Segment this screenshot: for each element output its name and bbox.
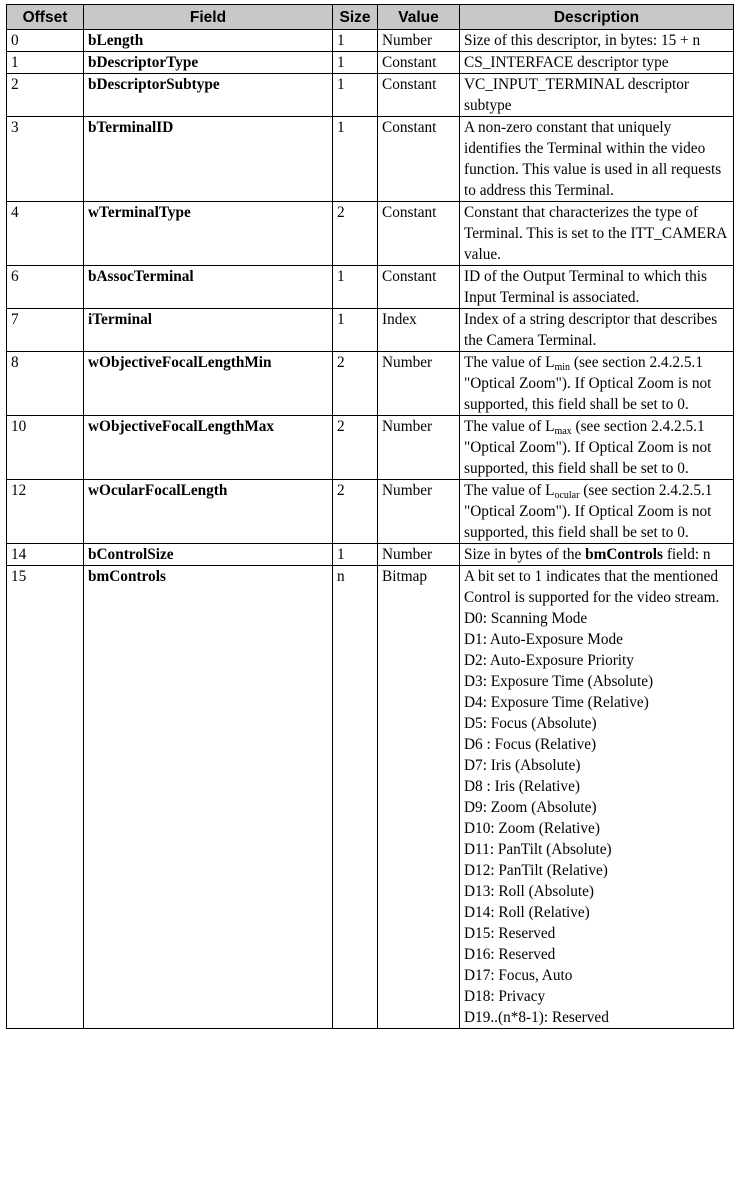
field-cell: wOcularFocalLength bbox=[84, 480, 333, 544]
size-cell: 2 bbox=[333, 202, 378, 266]
description-text: (see section 2.4.2.5.1 "Optical Zoom"). If Optical Zoom is not supported, this field shall be set to 0. bbox=[464, 354, 712, 413]
description-text: The value of L bbox=[464, 418, 555, 435]
field-cell: wObjectiveFocalLengthMax bbox=[84, 416, 333, 480]
value-cell: Number bbox=[378, 30, 460, 52]
value-cell: Bitmap bbox=[378, 566, 460, 1029]
bit-item: D9: Zoom (Absolute) bbox=[464, 799, 597, 816]
value-cell: Number bbox=[378, 480, 460, 544]
offset-cell: 12 bbox=[7, 480, 84, 544]
field-cell: wTerminalType bbox=[84, 202, 333, 266]
table-row bbox=[7, 52, 734, 74]
table-row bbox=[7, 566, 734, 1029]
description-cell bbox=[460, 544, 734, 566]
description-text: The value of L bbox=[464, 482, 555, 499]
description-cell: VC_INPUT_TERMINAL descriptor subtype bbox=[460, 74, 734, 117]
bit-list bbox=[464, 608, 729, 1028]
header-offset: Offset bbox=[7, 5, 84, 30]
field-reference: bmControls bbox=[585, 546, 663, 563]
size-cell: 2 bbox=[333, 416, 378, 480]
bit-item: D10: Zoom (Relative) bbox=[464, 820, 600, 837]
field-cell: bTerminalID bbox=[84, 117, 333, 202]
table-row bbox=[7, 480, 734, 544]
value-cell: Constant bbox=[378, 117, 460, 202]
field-cell: bLength bbox=[84, 30, 333, 52]
description-cell: CS_INTERFACE descriptor type bbox=[460, 52, 734, 74]
table-row bbox=[7, 352, 734, 416]
bit-item: D13: Roll (Absolute) bbox=[464, 883, 595, 900]
description-text: (see section 2.4.2.5.1 "Optical Zoom"). If Optical Zoom is not supported, this field shall be set to 0. bbox=[464, 482, 713, 541]
value-cell: Constant bbox=[378, 202, 460, 266]
offset-cell: 7 bbox=[7, 309, 84, 352]
size-cell: 1 bbox=[333, 74, 378, 117]
size-cell: n bbox=[333, 566, 378, 1029]
bit-item: D8 : Iris (Relative) bbox=[464, 778, 580, 795]
size-cell: 2 bbox=[333, 352, 378, 416]
offset-cell: 10 bbox=[7, 416, 84, 480]
description-cell: A non-zero constant that uniquely identifies the Terminal within the video function. This value is used in all requests to address this Terminal. bbox=[460, 117, 734, 202]
field-cell: bDescriptorType bbox=[84, 52, 333, 74]
bit-item: D3: Exposure Time (Absolute) bbox=[464, 673, 654, 690]
bit-item: D2: Auto-Exposure Priority bbox=[464, 652, 634, 669]
value-cell: Constant bbox=[378, 266, 460, 309]
offset-cell: 3 bbox=[7, 117, 84, 202]
offset-cell: 1 bbox=[7, 52, 84, 74]
value-cell: Number bbox=[378, 544, 460, 566]
size-cell: 1 bbox=[333, 544, 378, 566]
description-cell: ID of the Output Terminal to which this Input Terminal is associated. bbox=[460, 266, 734, 309]
table-row bbox=[7, 202, 734, 266]
field-cell: iTerminal bbox=[84, 309, 333, 352]
field-cell: bAssocTerminal bbox=[84, 266, 333, 309]
header-description: Description bbox=[460, 5, 734, 30]
description-cell bbox=[460, 352, 734, 416]
size-cell: 1 bbox=[333, 309, 378, 352]
bit-item: D4: Exposure Time (Relative) bbox=[464, 694, 649, 711]
description-cell: Size of this descriptor, in bytes: 15 + n bbox=[460, 30, 734, 52]
field-cell: wObjectiveFocalLengthMin bbox=[84, 352, 333, 416]
offset-cell: 6 bbox=[7, 266, 84, 309]
description-cell bbox=[460, 416, 734, 480]
description-text: Size in bytes of the bbox=[464, 546, 586, 563]
size-cell: 2 bbox=[333, 480, 378, 544]
value-cell: Number bbox=[378, 416, 460, 480]
bit-item: D19..(n*8-1): Reserved bbox=[464, 1009, 609, 1026]
subscript-text: min bbox=[554, 362, 571, 373]
bit-item: D6 : Focus (Relative) bbox=[464, 736, 597, 753]
bit-item: D0: Scanning Mode bbox=[464, 610, 588, 627]
bit-item: D16: Reserved bbox=[464, 946, 556, 963]
description-cell bbox=[460, 480, 734, 544]
bit-item: D1: Auto-Exposure Mode bbox=[464, 631, 623, 648]
value-cell: Index bbox=[378, 309, 460, 352]
header-row bbox=[7, 5, 734, 30]
subscript-text: max bbox=[554, 426, 572, 437]
description-text: The value of L bbox=[464, 354, 555, 371]
size-cell: 1 bbox=[333, 52, 378, 74]
header-field: Field bbox=[84, 5, 333, 30]
subscript-text: ocular bbox=[554, 490, 580, 501]
value-cell: Constant bbox=[378, 52, 460, 74]
bit-item: D5: Focus (Absolute) bbox=[464, 715, 597, 732]
table-row bbox=[7, 416, 734, 480]
descriptor-table bbox=[6, 4, 734, 1029]
field-cell: bControlSize bbox=[84, 544, 333, 566]
value-cell: Constant bbox=[378, 74, 460, 117]
size-cell: 1 bbox=[333, 266, 378, 309]
bit-item: D18: Privacy bbox=[464, 988, 546, 1005]
bit-item: D15: Reserved bbox=[464, 925, 556, 942]
description-text: (see section 2.4.2.5.1 "Optical Zoom"). If Optical Zoom is not supported, this field shall be set to 0. bbox=[464, 418, 712, 477]
size-cell: 1 bbox=[333, 117, 378, 202]
bit-item: D17: Focus, Auto bbox=[464, 967, 573, 984]
table-row bbox=[7, 74, 734, 117]
offset-cell: 0 bbox=[7, 30, 84, 52]
header-value: Value bbox=[378, 5, 460, 30]
field-cell: bDescriptorSubtype bbox=[84, 74, 333, 117]
description-cell: Constant that characterizes the type of Terminal. This is set to the ITT_CAMERA value. bbox=[460, 202, 734, 266]
offset-cell: 15 bbox=[7, 566, 84, 1029]
bit-item: D14: Roll (Relative) bbox=[464, 904, 590, 921]
bit-item: D11: PanTilt (Absolute) bbox=[464, 841, 612, 858]
offset-cell: 8 bbox=[7, 352, 84, 416]
bit-item: D12: PanTilt (Relative) bbox=[464, 862, 608, 879]
table-row bbox=[7, 544, 734, 566]
description-text: field: n bbox=[663, 546, 711, 563]
header-size: Size bbox=[333, 5, 378, 30]
offset-cell: 4 bbox=[7, 202, 84, 266]
table-row bbox=[7, 30, 734, 52]
offset-cell: 2 bbox=[7, 74, 84, 117]
table-row bbox=[7, 266, 734, 309]
table-row bbox=[7, 309, 734, 352]
offset-cell: 14 bbox=[7, 544, 84, 566]
description-cell: Index of a string descriptor that describes the Camera Terminal. bbox=[460, 309, 734, 352]
field-cell: bmControls bbox=[84, 566, 333, 1029]
bit-item: D7: Iris (Absolute) bbox=[464, 757, 581, 774]
description-cell bbox=[460, 566, 734, 1029]
size-cell: 1 bbox=[333, 30, 378, 52]
table-row bbox=[7, 117, 734, 202]
description-text: A bit set to 1 indicates that the mentioned Control is supported for the video stream. bbox=[464, 568, 720, 606]
value-cell: Number bbox=[378, 352, 460, 416]
